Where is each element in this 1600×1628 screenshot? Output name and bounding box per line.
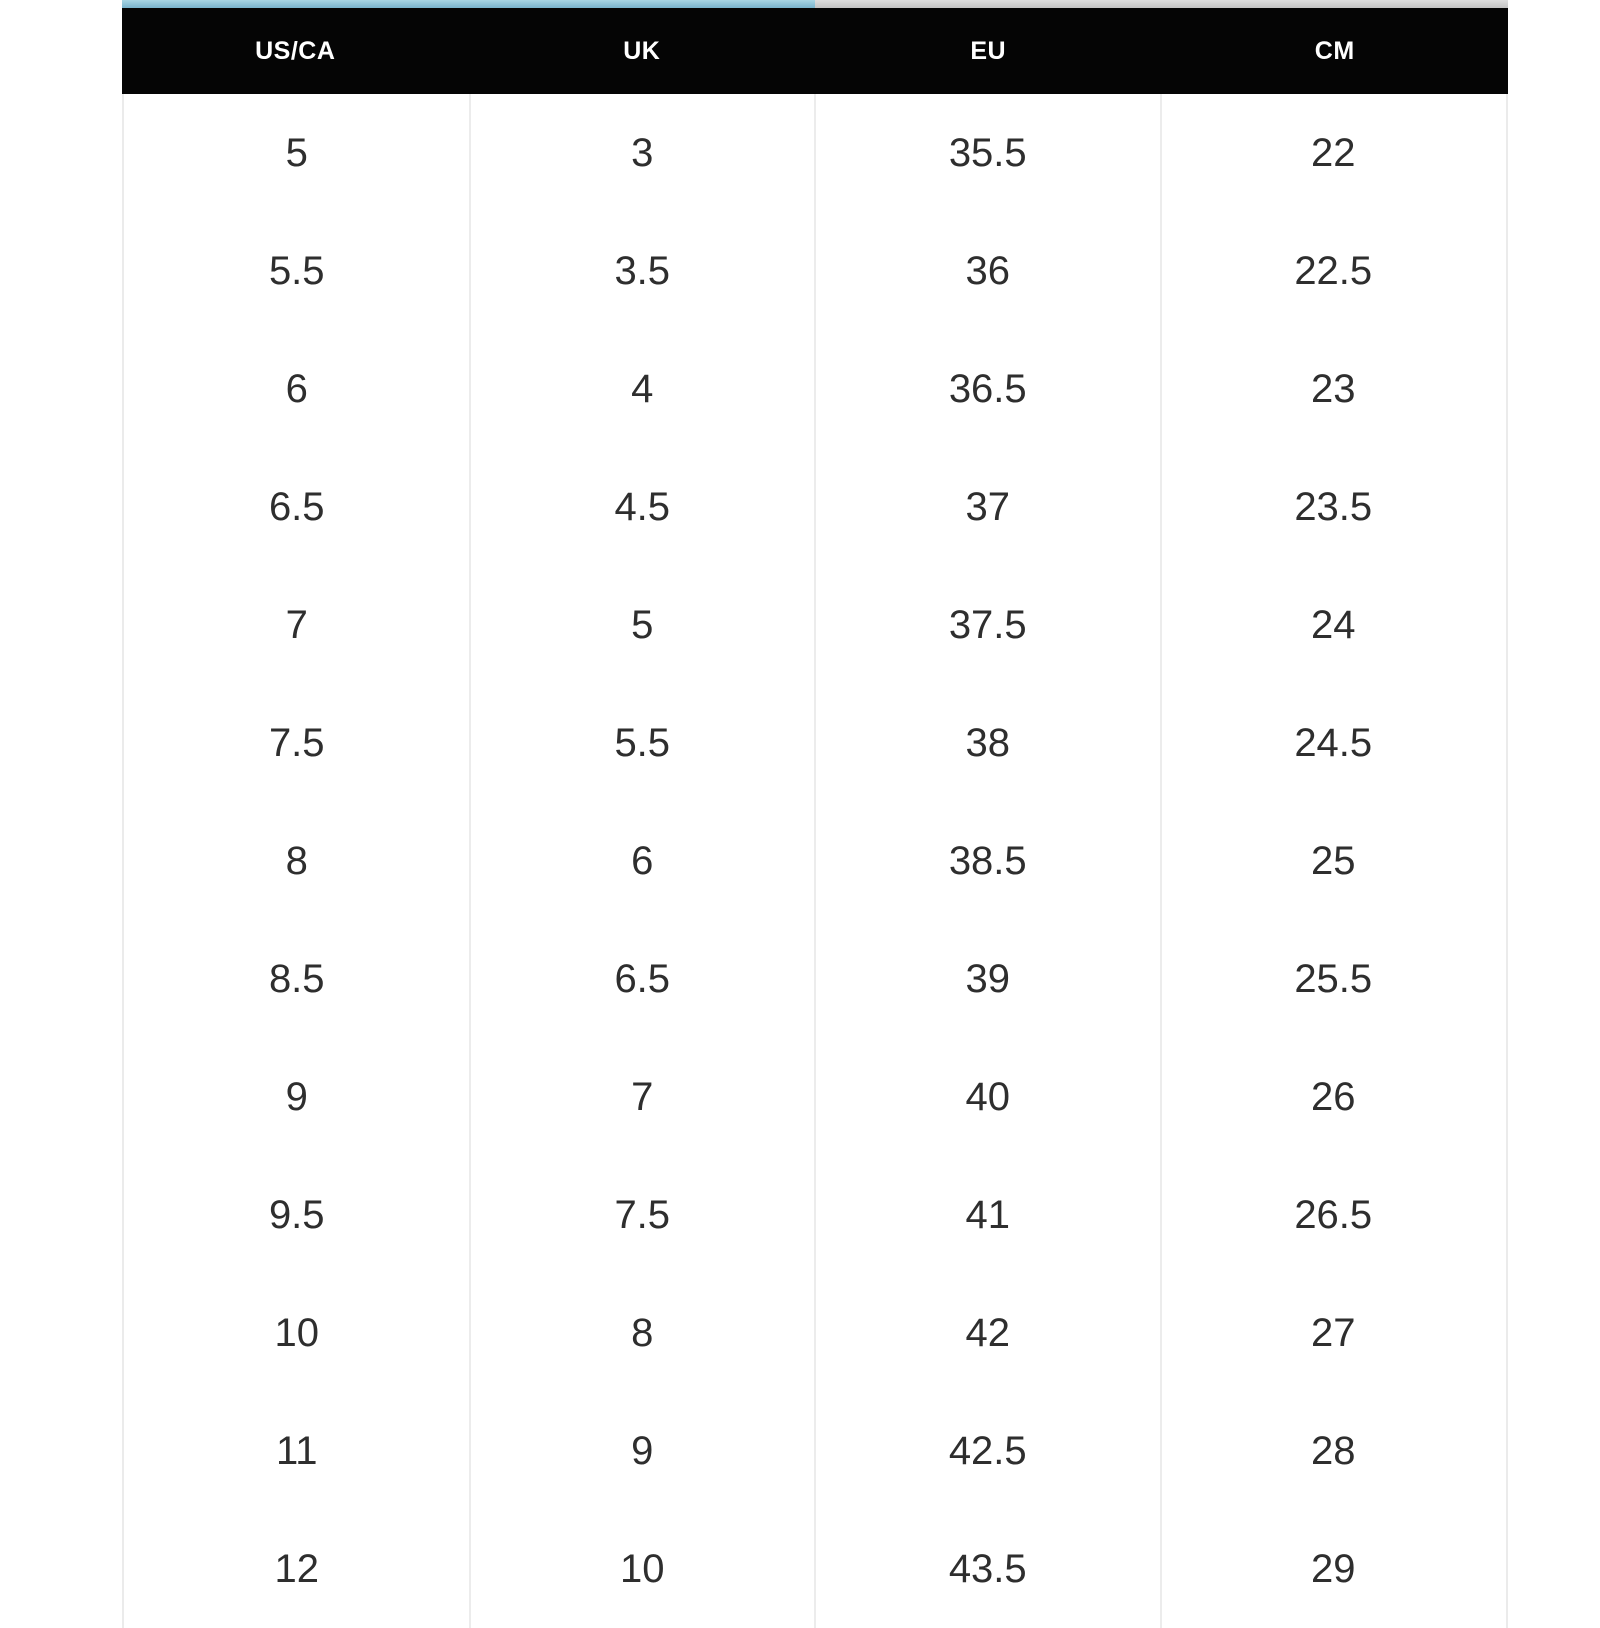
cell-uk: 4.5: [614, 484, 671, 529]
cell-eu: 35.5: [948, 130, 1027, 175]
cell-cm: 26.5: [1294, 1192, 1373, 1237]
cell-eu: 37: [965, 484, 1010, 529]
cell-us-ca: 8: [285, 838, 308, 883]
cell-eu: 43.5: [948, 1546, 1027, 1591]
cell-us-ca: 8.5: [268, 956, 325, 1001]
cell-uk: 9: [631, 1428, 654, 1473]
cell-uk: 7: [631, 1074, 654, 1119]
column-divider: [469, 94, 471, 1628]
cell-eu: 36.5: [948, 366, 1027, 411]
cell-uk: 6: [631, 838, 654, 883]
header-cm: CM: [1314, 36, 1355, 65]
cell-us-ca: 10: [274, 1310, 319, 1355]
cell-uk: 3: [631, 130, 654, 175]
cell-cm: 28: [1311, 1428, 1356, 1473]
size-conversion-chart: [122, 0, 1508, 1628]
cell-uk: 5.5: [614, 720, 671, 765]
cell-us-ca: 7.5: [268, 720, 325, 765]
cell-cm: 27: [1311, 1310, 1356, 1355]
cell-eu: 37.5: [948, 602, 1027, 647]
cell-uk: 6.5: [614, 956, 671, 1001]
cell-cm: 23: [1311, 366, 1356, 411]
cell-cm: 26: [1311, 1074, 1356, 1119]
cell-cm: 22.5: [1294, 248, 1373, 293]
header-eu: EU: [970, 36, 1007, 65]
cell-uk: 7.5: [614, 1192, 671, 1237]
horizontal-scrollbar[interactable]: [122, 0, 1508, 8]
cell-eu: 38.5: [948, 838, 1027, 883]
column-divider: [814, 94, 816, 1628]
cell-us-ca: 6: [285, 366, 308, 411]
header-uk: UK: [623, 36, 661, 65]
cell-cm: 29: [1311, 1546, 1356, 1591]
cell-eu: 40: [965, 1074, 1010, 1119]
cell-eu: 39: [965, 956, 1010, 1001]
cell-eu: 42: [965, 1310, 1010, 1355]
cell-cm: 24: [1311, 602, 1356, 647]
cell-eu: 42.5: [948, 1428, 1027, 1473]
scrollbar-track[interactable]: [815, 0, 1508, 8]
cell-us-ca: 9.5: [268, 1192, 325, 1237]
cell-us-ca: 6.5: [268, 484, 325, 529]
cell-uk: 5: [631, 602, 654, 647]
cell-eu: 36: [965, 248, 1010, 293]
cell-cm: 22: [1311, 130, 1356, 175]
table-header-row: [122, 8, 1508, 94]
cell-cm: 25.5: [1294, 956, 1373, 1001]
cell-uk: 4: [631, 366, 654, 411]
scrollbar-thumb[interactable]: [122, 0, 815, 8]
cell-uk: 10: [620, 1546, 665, 1591]
cell-uk: 3.5: [614, 248, 671, 293]
cell-eu: 41: [965, 1192, 1010, 1237]
cell-us-ca: 5: [285, 130, 308, 175]
column-divider: [1160, 94, 1162, 1628]
cell-cm: 23.5: [1294, 484, 1373, 529]
cell-us-ca: 12: [274, 1546, 319, 1591]
cell-us-ca: 7: [285, 602, 308, 647]
cell-cm: 25: [1311, 838, 1356, 883]
cell-eu: 38: [965, 720, 1010, 765]
cell-cm: 24.5: [1294, 720, 1373, 765]
table-body: [122, 94, 1508, 1628]
cell-us-ca: 5.5: [268, 248, 325, 293]
cell-uk: 8: [631, 1310, 654, 1355]
header-us-ca: US/CA: [255, 36, 336, 65]
cell-us-ca: 11: [275, 1428, 318, 1473]
cell-us-ca: 9: [285, 1074, 308, 1119]
